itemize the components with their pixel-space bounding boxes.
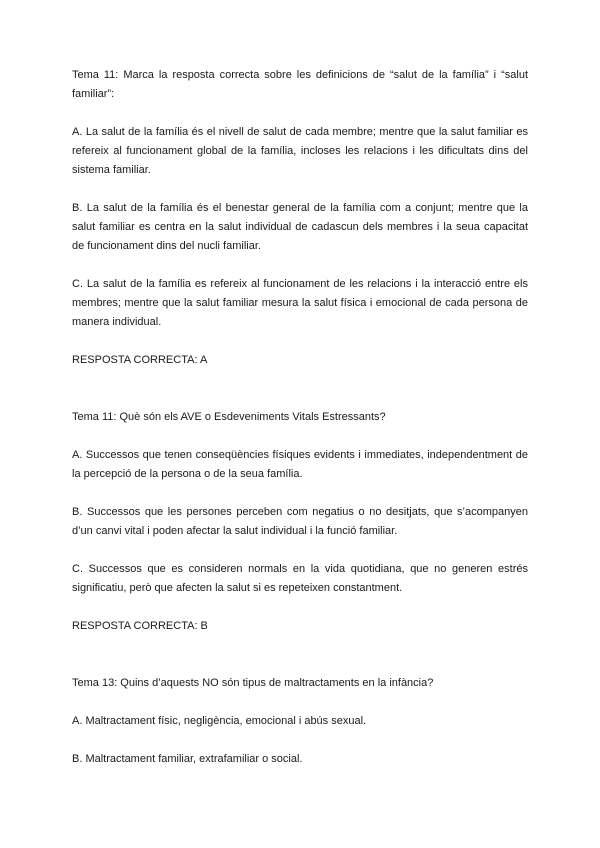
- answer-option: A. Successos que tenen conseqüències físiques evidents i immediates, independentment de la percepció de la persona o de la seua família.: [72, 449, 528, 480]
- answer-option: A. Maltractament físic, negligència, emocional i abús sexual.: [72, 715, 367, 727]
- answer-option: C. La salut de la família es refereix al funcionament de les relacions i la interacció entre els membres; mentre que la salut familiar mesura la salut física i emocional de cada persona de manera individual.: [72, 278, 528, 328]
- answer-option: B. Maltractament familiar, extrafamiliar o social.: [72, 753, 303, 765]
- question-prompt: Tema 11: Què són els AVE o Esdeveniments Vitals Estressants?: [72, 411, 386, 423]
- answer-option: B. Successos que les persones perceben com negatius o no desitjats, que s’acompanyen d’un canvi vital i poden afectar la salut individual i la funció familiar.: [72, 506, 528, 537]
- correct-answer: RESPOSTA CORRECTA: A: [72, 354, 208, 366]
- answer-option: B. La salut de la família és el benestar general de la família com a conjunt; mentre que la salut familiar es centra en la salut individual de cadascun dels membres i la seua capacitat de funcionament dins del nucli familiar.: [72, 202, 528, 252]
- question-prompt: Tema 11: Marca la resposta correcta sobre les definicions de “salut de la família” i “salut familiar”:: [72, 69, 528, 100]
- correct-answer: RESPOSTA CORRECTA: B: [72, 620, 208, 632]
- answer-option: C. Successos que es consideren normals en la vida quotidiana, que no generen estrés significatiu, però que afecten la salut si es repeteixen constantment.: [72, 563, 528, 594]
- answer-option: A. La salut de la família és el nivell de salut de cada membre; mentre que la salut familiar es refereix al funcionament global de la família, incloses les relacions i les dificultats dins del sistema familiar.: [72, 126, 528, 176]
- document-page: [72, 66, 528, 788]
- question-prompt: Tema 13: Quins d’aquests NO són tipus de maltractaments en la infància?: [72, 677, 434, 689]
